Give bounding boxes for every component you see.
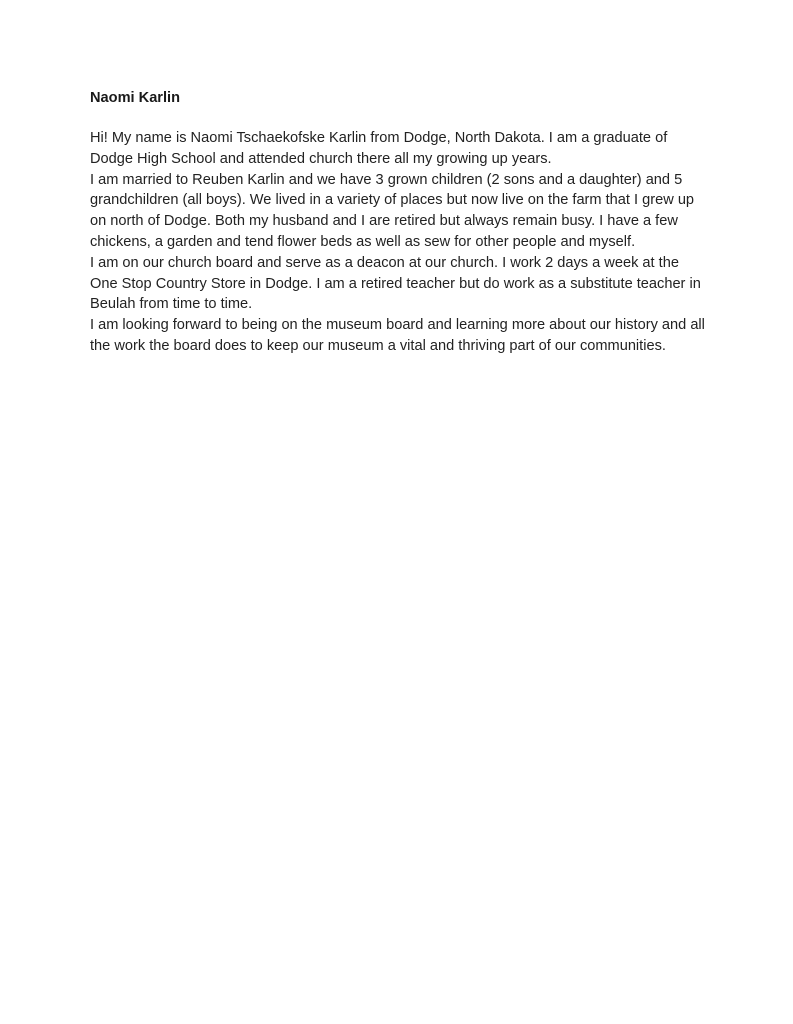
document-body [90,88,710,357]
paragraph-introduction: Hi! My name is Naomi Tschaekofske Karlin from Dodge, North Dakota. I am a graduate of Dodge High School and attended church there all my growing up years. [90,130,668,167]
paragraph-activities: I am on our church board and serve as a deacon at our church. I work 2 days a week at the One Stop Country Store in Dodge. I am a retired teacher but do work as a substitute teacher in Beulah from time to time. [90,254,701,313]
paragraph-museum-board: I am looking forward to being on the museum board and learning more about our history and all the work the board does to keep our museum a vital and thriving part of our communities. [90,317,705,354]
paragraph-family: I am married to Reuben Karlin and we have 3 grown children (2 sons and a daughter) and 5 grandchildren (all boys). We lived in a variety of places but now live on the farm that I grew up on north of Dodge. Both my husband and I are retired but always remain busy. I have a few chickens, a garden and tend flower beds as well as sew for other people and myself. [90,171,695,250]
document-title: Naomi Karlin [90,90,181,106]
